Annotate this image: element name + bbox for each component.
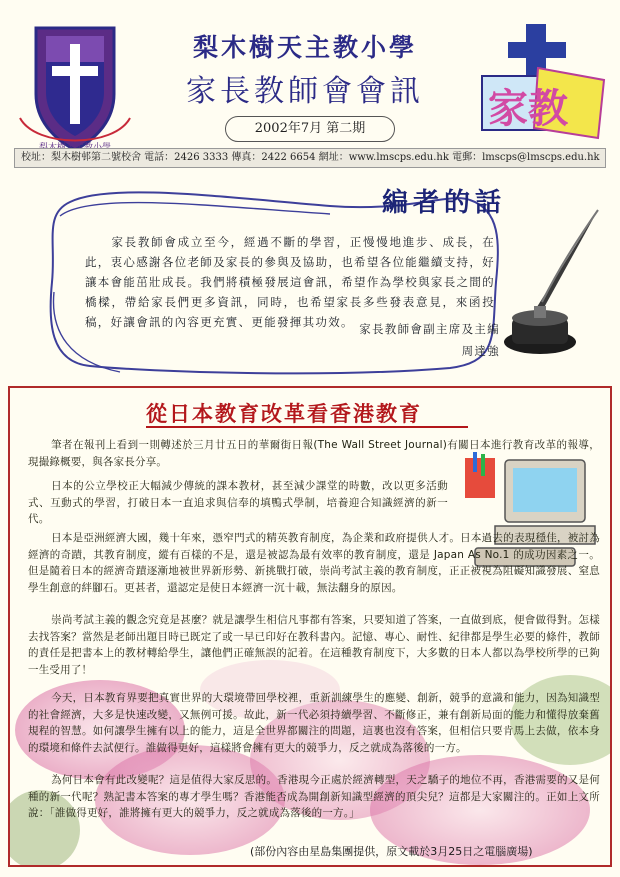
- title-underline: [146, 426, 468, 428]
- issue-badge: 2002年7月 第二期: [225, 116, 395, 142]
- editor-title: 編者的話: [382, 188, 507, 218]
- newsletter-title: 家長教師會會訊: [186, 74, 424, 109]
- signature-name: 周達強: [461, 344, 500, 358]
- school-name: 梨木樹天主教小學: [192, 33, 417, 62]
- editor-body: [85, 232, 495, 332]
- article-paragraph-2: 日本的公立學校正大幅減少傳統的課本教材，甚至減少課堂的時數，改以更多活動式、互動式的學習，打破日本一直追求與信奉的填鴨式學制，培養迎合知識經濟的新一代。: [28, 480, 448, 525]
- contact-bar: 校址：梨木樹邨第二號校舍 電話：2426 3333 傳真：2422 6654 網址：www.lmscps.edu.hk 電郵：lmscps@lmscps.edu.hk: [14, 148, 606, 168]
- article-paragraph-1: 筆者在報刊上看到一則轉述於三月廿五日的華爾街日報(The Wall Street Journal)有關日本進行教育改革的報導，現撮錄概要，與各家長分享。: [28, 439, 600, 468]
- school-crest-icon: [16, 22, 134, 160]
- quill-pen-icon: [490, 206, 605, 361]
- editor-paragraph: 家長教師會成立至今，經過不斷的學習，正慢慢地進步、成長，在此，衷心感謝各位老師及家長的參與及協助，也希望各位能繼續支持，好讓本會能茁壯成長。我們將積極發展這會訊，希望作為學校與家長之間的橋樑，帶給家長們更多資訊，同時，也希望家長多些發表意見，來函投稿，好讓會訊的內容更充實、更能發揮其功效。: [85, 235, 495, 329]
- article-paragraph-3: 日本是亞洲經濟大國，幾十年來，憑窄門式的精英教育制度，為企業和政府提供人才。日本過去的表現穩佳，被討為經濟的奇蹟，其教育制度，縱有百樣的不是，還是被認為最有效率的教育制度，還是 Japan As No.1 的成功因素之一。但是隨着日本的經濟奇蹟逐漸地被世界新形勢、新挑戰打破，崇尚考試主義的教育制度，正正被視為阻礙知識發展、窒息學生創意的絆腳石。更甚者，還認定是使日本經濟一沉十載，無法翻身的原因。: [28, 532, 600, 594]
- signature-role: 家長教師會副主席及主編: [359, 322, 500, 336]
- pta-logo-icon: [478, 18, 608, 146]
- logo-text: 家教: [488, 85, 568, 132]
- editor-signature: [320, 318, 500, 362]
- article-paragraph-4: 崇尚考試主義的觀念究竟是甚麼？就是讓學生相信凡事都有答案，只要知道了答案，一直做到底，便會做得對。怎樣去找答案？當然是老師出題目時已既定了或一早已印好在教科書內。記憶、專心、耐性、紀律都是學生必要的條件，教師的責任是把書本上的教材轉給學生，讓他們正確無誤的記着。在這種教育制度下，大多數的日本人都以為學校所學的已夠一生受用了！: [28, 614, 600, 676]
- article-paragraph-6: 為何日本會有此改變呢？這是值得大家反思的。香港現今正處於經濟轉型，天之驕子的地位不再，香港需要的又是何種的新一代呢？熟記書本答案的專才學生嗎？香港能否成為開創新知識型經濟的頂尖兒？這都是大家關注的。正如上文所說：「誰做得更好，誰將擁有更大的競爭力，反之就成為落後的一方。」: [28, 774, 600, 819]
- article-credit: (部份內容由星島集團提供，原文載於3月25日之電腦廣場): [250, 845, 533, 858]
- article-title: 從日本教育改革看香港教育: [146, 402, 422, 426]
- article-paragraph-5: 今天，日本教育界要把真實世界的大環境帶回學校裡，重新訓練學生的應變、創新，競爭的意識和能力，因為知識型的社會經濟，大多是快速改變，又無例可援。故此，新一代必須持續學習、不斷修正，兼有創新局面的能力和懂得放棄舊規程的智慧。如何讓學生擁有以上的能力，這是全世界都關注的問題，這裏也沒有答案，但相信只要肯馬上去做，依本身的環境和條件去試便行。誰做得更好，這樣將會擁有更大的競爭力，反之就成為落後的一方。: [28, 692, 600, 754]
- editor-section: [30, 172, 610, 386]
